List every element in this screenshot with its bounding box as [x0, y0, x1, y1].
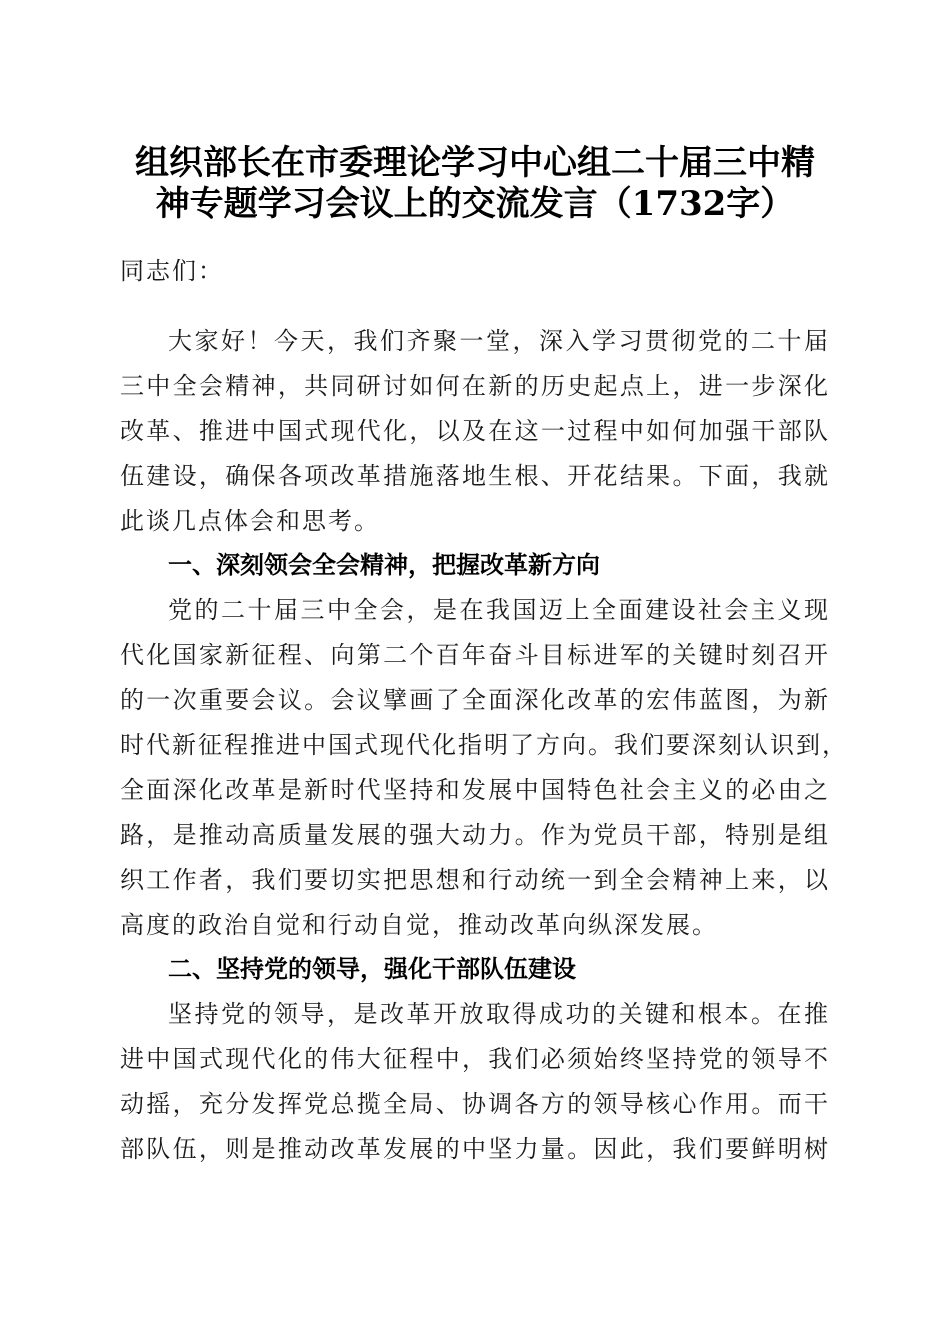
section-2-line-1: 坚持党的领导，是改革开放取得成功的关键和根本。在推	[168, 1000, 830, 1028]
intro-line-1: 大家好！今天，我们齐聚一堂，深入学习贯彻党的二十届	[168, 327, 830, 355]
section-2-line-4: 部队伍，则是推动改革发展的中坚力量。因此，我们要鲜明树	[120, 1135, 830, 1163]
intro-line-5: 此谈几点体会和思考。	[120, 507, 380, 535]
section-1-line-8: 高度的政治自觉和行动自觉，推动改革向纵深发展。	[120, 911, 718, 939]
section-1-line-6: 路，是推动高质量发展的强大动力。作为党员干部，特别是组	[120, 821, 830, 849]
section-1-heading: 一、深刻领会全会精神，把握改革新方向	[168, 551, 600, 579]
document-title-line-2: 神专题学习会议上的交流发言（1732字）	[155, 184, 795, 224]
section-1-line-3: 的一次重要会议。会议擘画了全面深化改革的宏伟蓝图，为新	[120, 686, 830, 714]
section-1-line-7: 织工作者，我们要切实把思想和行动统一到全会精神上来，以	[120, 866, 830, 894]
section-1-line-4: 时代新征程推进中国式现代化指明了方向。我们要深刻认识到，	[120, 731, 848, 759]
section-1-line-2: 代化国家新征程、向第二个百年奋斗目标进军的关键时刻召开	[120, 641, 830, 669]
intro-line-3: 改革、推进中国式现代化，以及在这一过程中如何加强干部队	[120, 417, 830, 445]
greeting: 同志们：	[120, 257, 224, 285]
section-2-line-3: 动摇，充分发挥党总揽全局、协调各方的领导核心作用。而干	[120, 1090, 830, 1118]
section-1-line-5: 全面深化改革是新时代坚持和发展中国特色社会主义的必由之	[120, 776, 830, 804]
intro-line-4: 伍建设，确保各项改革措施落地生根、开花结果。下面，我就	[120, 462, 830, 490]
section-1-line-1: 党的二十届三中全会，是在我国迈上全面建设社会主义现	[168, 596, 830, 624]
section-2-line-2: 进中国式现代化的伟大征程中，我们必须始终坚持党的领导不	[120, 1045, 830, 1073]
intro-line-2: 三中全会精神，共同研讨如何在新的历史起点上，进一步深化	[120, 372, 830, 400]
section-2-heading: 二、坚持党的领导，强化干部队伍建设	[168, 955, 576, 983]
document-title-line-1: 组织部长在市委理论学习中心组二十届三中精	[135, 143, 815, 183]
